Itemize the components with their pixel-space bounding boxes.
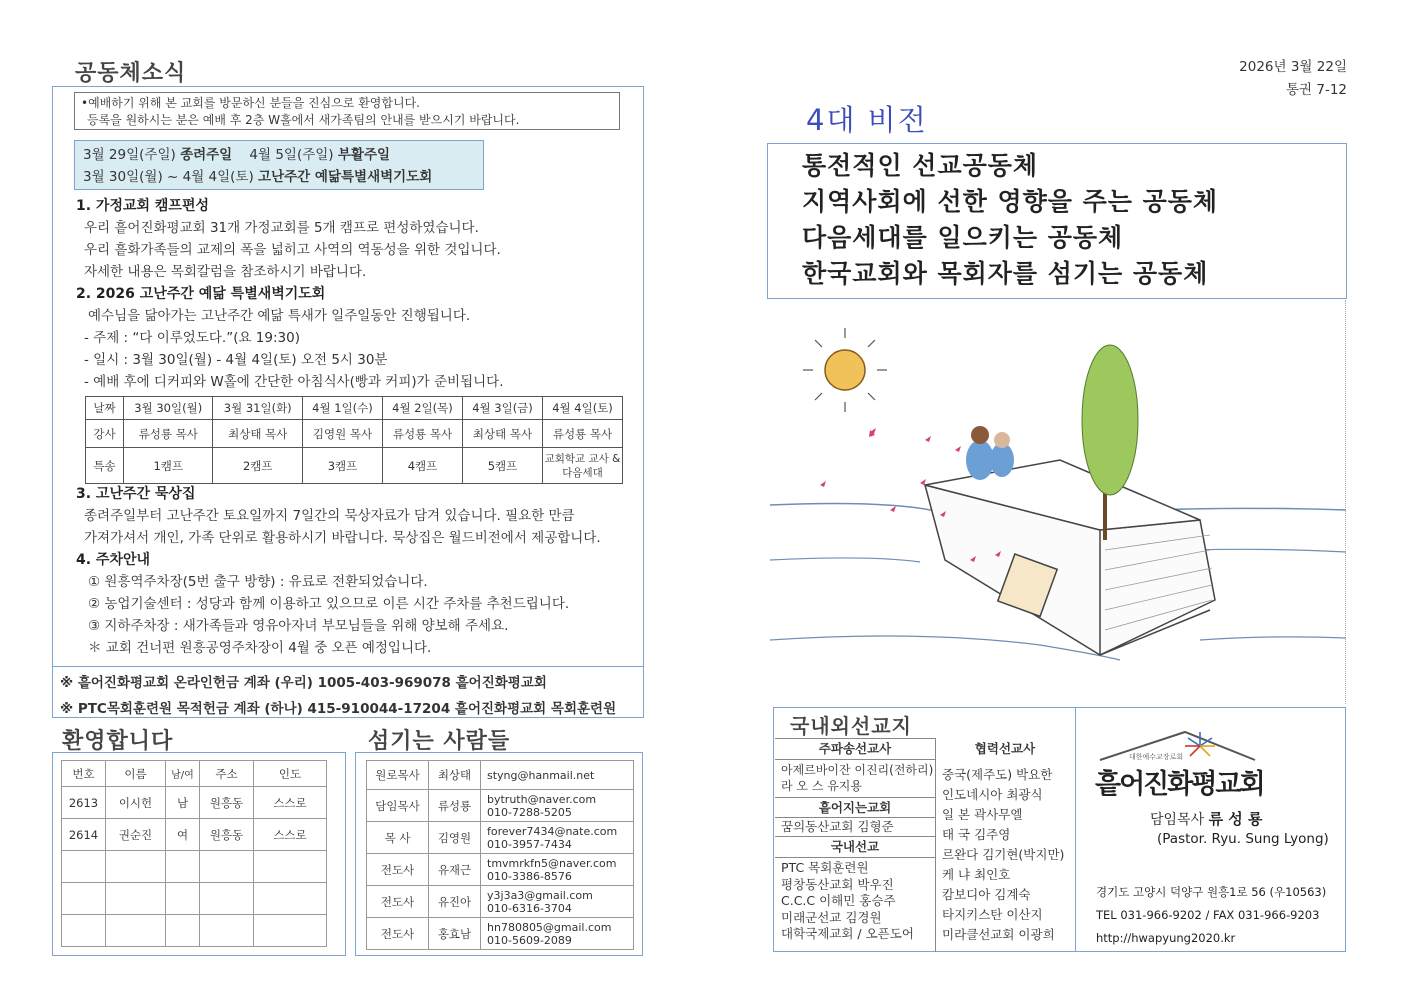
staff-name: 홍효남 — [429, 918, 481, 950]
news-item-3 — [76, 483, 641, 659]
news-line: 예수님을 닮아가는 고난주간 예닮 특새가 일주일동안 진행됩니다. — [88, 308, 471, 324]
schedule-cell: 4월 3일(금) — [462, 397, 542, 420]
schedule-cell: 3월 30일(월) — [124, 397, 213, 420]
staff-name: 유재근 — [429, 854, 481, 886]
online-offering-account: ※ 흩어진화평교회 온라인헌금 계좌 (우리) 1005-403-969078 흩어진화평교회 — [60, 675, 547, 691]
couple-icon — [966, 426, 1014, 480]
vision-line: 통전적인 선교공동체 — [802, 151, 1039, 180]
missionary-line: 대학국제교회 / 오픈도어 — [781, 926, 914, 941]
schedule-cell: 최상태 목사 — [462, 420, 542, 448]
schedule-cell: 강사 — [86, 420, 124, 448]
new-members-table — [61, 760, 327, 947]
welcome-cell: 여 — [166, 819, 200, 851]
missionary-line: 평창동산교회 박우진 — [781, 876, 894, 892]
staff-phone: 010-6316-3704 — [487, 901, 572, 915]
missionary-line: 캄보디아 김계숙 — [942, 887, 1031, 902]
schedule-cell: 4캠프 — [382, 448, 462, 484]
welcome-cell: 2613 — [62, 787, 106, 819]
staff-email: hn780805@gmail.com — [487, 920, 612, 934]
missions-col1-header: 주파송선교사 — [775, 738, 935, 760]
missionary-line: 르완다 김기현(박지만) — [942, 847, 1065, 862]
dawn-prayer-label: 고난주간 예닮특별새벽기도회 — [258, 169, 433, 185]
table-row — [62, 883, 327, 915]
schedule-cell: 1캠프 — [124, 448, 213, 484]
easter-date: 4월 5일(주일) — [249, 147, 334, 163]
vision-title: 4대 비전 — [806, 103, 928, 137]
missionary-line: 케 냐 최인호 — [942, 867, 1011, 882]
staff-role: 담임목사 — [367, 790, 429, 822]
missions-col1c-header: 국내선교 — [775, 836, 935, 858]
holy-week-highlight — [74, 140, 484, 190]
staff-name: 류성룡 — [429, 790, 481, 822]
missionary-line: 미래군선교 김경원 — [781, 909, 882, 925]
missionary-line: 타지키스탄 이산지 — [942, 907, 1043, 922]
staff-phone: 010-7288-5205 — [487, 805, 572, 819]
schedule-cell: 5캠프 — [462, 448, 542, 484]
divider — [52, 666, 644, 667]
schedule-cell: 김영원 목사 — [302, 420, 382, 448]
news-heading: 3. 고난주간 묵상집 — [76, 486, 196, 502]
table-row — [367, 854, 634, 886]
news-line: 가져가셔서 개인, 가족 단위로 활용하시기 바랍니다. 묵상집은 월드비전에서 제공합니다. — [84, 530, 601, 546]
vision-box — [767, 143, 1347, 299]
missionary-line: 꿈의동산교회 김형준 — [781, 819, 894, 834]
schedule-cell: 교회학교 교사 & 다음세대 — [543, 448, 623, 484]
divider — [1075, 707, 1076, 952]
schedule-cell: 3캠프 — [302, 448, 382, 484]
vision-line: 지역사회에 선한 영향을 주는 공동체 — [802, 187, 1219, 216]
staff-phone: 010-3957-7434 — [487, 837, 572, 851]
easter-label: 부활주일 — [337, 147, 391, 163]
book-tree-illustration — [770, 300, 1346, 704]
church-address: 경기도 고양시 덕양구 원흥1로 56 (우10563) — [1096, 885, 1327, 899]
missions-col1 — [775, 738, 935, 943]
welcome-cell: 2614 — [62, 819, 106, 851]
church-phone: TEL 031-966-9202 / FAX 031-966-9203 — [1096, 908, 1320, 922]
welcome-note-line: 등록을 원하시는 분은 예배 후 2층 W홀에서 새가족팀의 안내를 받으시기 바랍니다. — [87, 113, 520, 127]
servants-title: 섬기는 사람들 — [368, 729, 511, 754]
pastor-name: 류 성 룡 — [1208, 810, 1263, 828]
welcome-header-cell: 번호 — [62, 761, 106, 787]
schedule-cell: 류성룡 목사 — [543, 420, 623, 448]
news-line: 종려주일부터 고난주간 토요일까지 7일간의 묵상자료가 담겨 있습니다. 필요한 만큼 — [84, 508, 575, 524]
staff-name: 김영원 — [429, 822, 481, 854]
sun-icon — [803, 328, 887, 412]
missionary-line: PTC 목회훈련원 — [781, 860, 869, 875]
welcome-cell: 원흥동 — [200, 819, 254, 851]
logo-text: 흩어진화평교회 — [1095, 769, 1264, 800]
staff-table — [366, 760, 634, 950]
table-row — [367, 790, 634, 822]
news-heading: 4. 주차안내 — [76, 552, 151, 568]
news-line: 우리 흩화가족들의 교제의 폭을 넓히고 사역의 역동성을 위한 것입니다. — [84, 242, 501, 258]
offering-accounts — [60, 670, 616, 722]
news-line: - 예배 후에 디커피와 W홀에 간단한 아침식사(빵과 커피)가 준비됩니다. — [84, 374, 504, 390]
news-heading: 1. 가정교회 캠프편성 — [76, 198, 209, 214]
news-line: 우리 흩어진화평교회 31개 가정교회를 5개 캠프로 편성하였습니다. — [84, 220, 479, 236]
missionary-line: 미라클선교회 이광희 — [942, 927, 1055, 942]
news-line: ① 원흥역주차장(5번 출구 방향) : 유료로 전환되었습니다. — [88, 574, 428, 590]
news-item-1 — [76, 195, 641, 393]
welcome-cell: 남 — [166, 787, 200, 819]
news-line: - 주제 : “다 이루었도다.”(요 19:30) — [84, 330, 300, 346]
table-row — [62, 819, 327, 851]
table-row — [367, 761, 634, 790]
palm-sunday-date: 3월 29일(주일) — [83, 147, 176, 163]
table-row — [62, 915, 327, 947]
pastor-line — [1150, 808, 1262, 829]
pastor-english-name: (Pastor. Ryu. Sung Lyong) — [1157, 831, 1329, 847]
vision-line: 다음세대를 일으키는 공동체 — [802, 223, 1124, 252]
news-line: ③ 지하주차장 : 새가족들과 영유아자녀 부모님들을 위해 양보해 주세요. — [88, 618, 509, 634]
news-line: - 일시 : 3월 30일(월) - 4월 4일(토) 오전 5시 30분 — [84, 352, 388, 368]
book-icon — [925, 460, 1215, 655]
schedule-cell: 특송 — [86, 448, 124, 484]
staff-email: forever7434@nate.com — [487, 824, 618, 838]
logo-denomination: 대한예수교장로회 — [1129, 753, 1184, 761]
staff-role: 전도사 — [367, 854, 429, 886]
church-website[interactable]: http://hwapyung2020.kr — [1096, 931, 1236, 945]
schedule-cell: 4월 4일(토) — [543, 397, 623, 420]
table-row — [62, 787, 327, 819]
missionary-line: C.C.C 이해민 홍승주 — [781, 893, 896, 908]
staff-role: 목 사 — [367, 822, 429, 854]
staff-email: tmvmrkfn5@naver.com — [487, 856, 617, 870]
schedule-cell: 4월 1일(수) — [302, 397, 382, 420]
missionary-line: 아제르바이잔 이진리(전하리) — [781, 763, 934, 777]
missionary-line: 인도네시아 최광식 — [942, 787, 1043, 802]
schedule-cell: 날짜 — [86, 397, 124, 420]
news-line: 자세한 내용은 목회칼럼을 참조하시기 바랍니다. — [84, 264, 367, 280]
welcome-header-cell: 인도 — [254, 761, 327, 787]
illustration-frame — [770, 300, 1346, 704]
ptc-offering-account: ※ PTC목회훈련원 목적헌금 계좌 (하나) 415-910044-17204 흩어진화평교회 목회훈련원 — [60, 701, 617, 717]
schedule-cell: 4월 2일(목) — [382, 397, 462, 420]
schedule-cell: 류성룡 목사 — [382, 420, 462, 448]
staff-phone: 010-3386-8576 — [487, 869, 572, 883]
schedule-cell: 최상태 목사 — [213, 420, 302, 448]
staff-email: y3j3a3@gmail.com — [487, 888, 593, 902]
staff-email: bytruth@naver.com — [487, 792, 597, 806]
news-line: ② 농업기술센터 : 성당과 함께 이용하고 있으므로 이른 시간 주차를 추천드립니다. — [88, 596, 570, 612]
staff-name: 최상태 — [429, 761, 481, 790]
news-line: ＊ 교회 건너편 원흥공영주차장이 4월 중 오픈 예정입니다. — [88, 640, 432, 656]
welcome-cell: 스스로 — [254, 787, 327, 819]
schedule-cell: 2캠프 — [213, 448, 302, 484]
welcome-cell: 권순진 — [106, 819, 166, 851]
staff-role: 전도사 — [367, 918, 429, 950]
missions-title: 국내외선교지 — [790, 714, 912, 738]
welcome-note — [74, 92, 620, 130]
church-contact — [1096, 881, 1326, 950]
church-logo — [1095, 728, 1265, 800]
news-heading: 2. 2026 고난주간 예닮 특별새벽기도회 — [76, 286, 326, 302]
welcome-cell: 스스로 — [254, 819, 327, 851]
palm-sunday-label: 종려주일 — [180, 147, 233, 163]
bulletin-header — [1239, 56, 1347, 102]
welcome-header-cell: 이름 — [106, 761, 166, 787]
staff-name: 유진아 — [429, 886, 481, 918]
staff-role: 원로목사 — [367, 761, 429, 790]
dawn-prayer-dates: 3월 30일(월) ~ 4월 4일(토) — [83, 169, 254, 185]
welcome-header-cell: 주소 — [200, 761, 254, 787]
table-row — [367, 822, 634, 854]
pastor-label: 담임목사 — [1150, 812, 1205, 828]
staff-email: styng@hanmail.net — [487, 768, 595, 782]
table-row — [367, 918, 634, 950]
welcome-header-cell: 남/여 — [166, 761, 200, 787]
schedule-cell: 3월 31일(화) — [213, 397, 302, 420]
staff-role: 전도사 — [367, 886, 429, 918]
welcome-note-line: •예배하기 위해 본 교회를 방문하신 분들을 진심으로 환영합니다. — [81, 96, 420, 110]
community-news-title: 공동체소식 — [75, 61, 187, 86]
dawn-prayer-schedule-table — [85, 396, 623, 484]
table-row — [367, 886, 634, 918]
welcome-cell: 원흥동 — [200, 787, 254, 819]
bulletin-issue: 통권 7-12 — [1285, 82, 1347, 98]
missions-col2-header: 협력선교사 — [974, 741, 1036, 756]
schedule-cell: 류성룡 목사 — [124, 420, 213, 448]
missionary-line: 일 본 곽사무엘 — [942, 807, 1023, 822]
vision-line: 한국교회와 목회자를 섬기는 공동체 — [802, 259, 1209, 288]
missionary-line: 태 국 김주영 — [942, 827, 1011, 842]
welcome-title: 환영합니다 — [62, 729, 174, 754]
missions-col1b-header: 흩어지는교회 — [775, 797, 935, 818]
bulletin-date: 2026년 3월 22일 — [1239, 59, 1347, 75]
missionary-line: 라 오 스 유지용 — [781, 779, 862, 793]
missionary-line: 중국(제주도) 박요한 — [942, 767, 1053, 782]
welcome-cell: 이시헌 — [106, 787, 166, 819]
missions-col2 — [936, 738, 1074, 945]
table-row — [62, 851, 327, 883]
staff-phone: 010-5609-2089 — [487, 933, 572, 947]
